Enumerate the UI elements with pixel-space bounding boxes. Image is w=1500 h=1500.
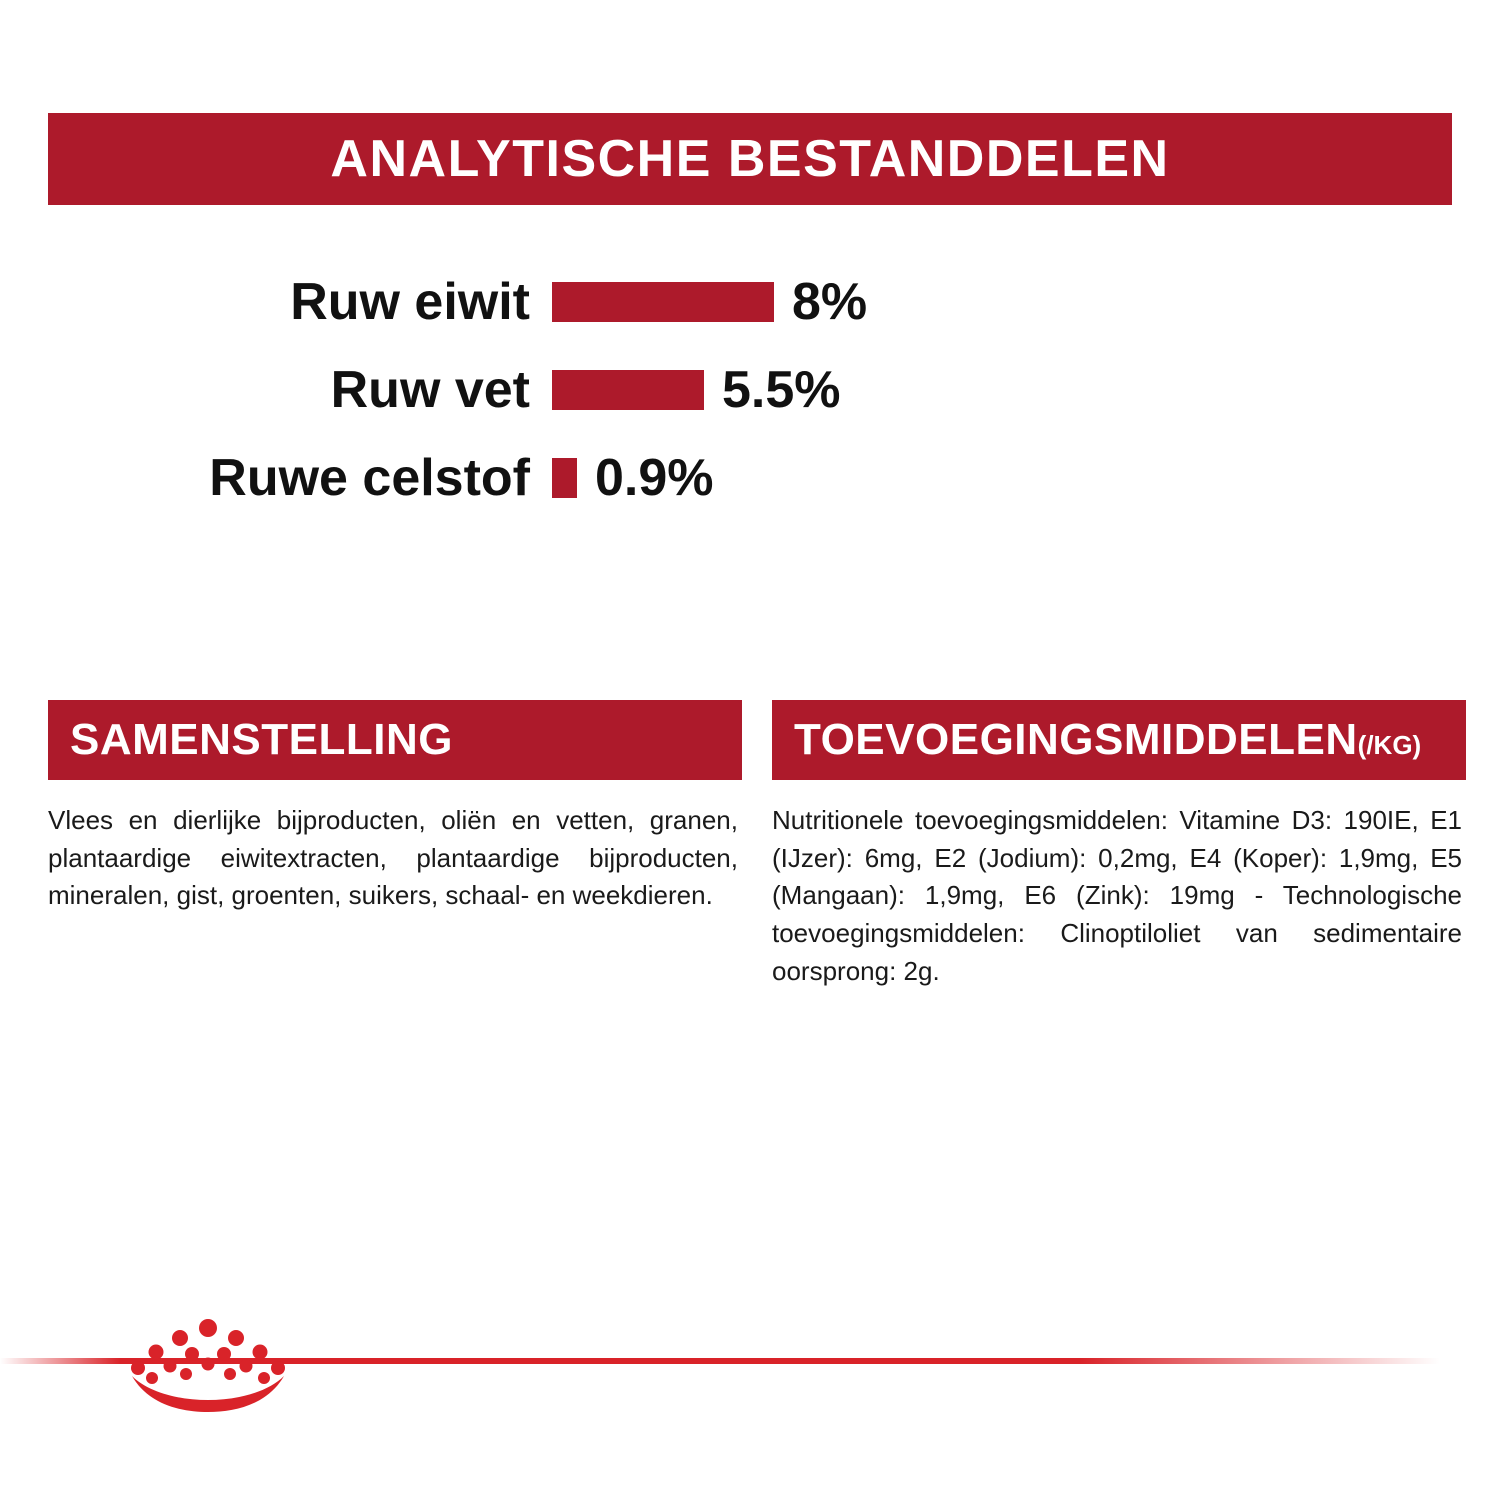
additives-section xyxy=(772,700,1466,990)
nutrient-row xyxy=(60,346,1060,434)
composition-banner xyxy=(48,700,742,780)
additives-title: TOEVOEGINGSMIDDELEN xyxy=(794,715,1358,764)
additives-text: Nutritionele toevoegingsmiddelen: Vitamine D3: 190IE, E1 (IJzer): 6mg, E2 (Jodium): 0,2mg, E4 (Koper): 1,9mg, E5 (Mangaan): 1,9mg, E6 (Zink): 19mg - Technologische toevoegingsmiddelen: Clinoptiloliet van sedimentaire oorsprong: 2g. xyxy=(772,805,1462,986)
composition-title: SAMENSTELLING xyxy=(70,715,453,764)
additives-unit: (/KG) xyxy=(1357,730,1422,760)
additives-banner xyxy=(772,700,1466,780)
nutrient-label: Ruw vet xyxy=(330,361,530,419)
nutrient-row xyxy=(60,258,1060,346)
nutrient-bar xyxy=(552,370,704,410)
nutrient-bar xyxy=(552,458,577,498)
nutrient-value: 8% xyxy=(792,273,868,331)
composition-section xyxy=(48,700,742,915)
royal-canin-crown-logo-icon xyxy=(118,1318,298,1414)
additives-title-wrap xyxy=(794,715,1422,764)
nutrient-label: Ruwe celstof xyxy=(209,449,530,507)
analytical-constituents-chart xyxy=(60,258,1060,522)
analytical-constituents-banner xyxy=(48,113,1452,205)
nutrient-row xyxy=(60,434,1060,522)
nutrient-value: 0.9% xyxy=(595,449,714,507)
nutrient-value: 5.5% xyxy=(722,361,841,419)
composition-text: Vlees en dierlijke bijproducten, oliën en vetten, granen, plantaardige eiwitextracten, plantaardige bijproducten, mineralen, gist, groenten, suikers, schaal- en weekdieren. xyxy=(48,805,738,911)
analytical-constituents-title: ANALYTISCHE BESTANDDELEN xyxy=(330,130,1170,188)
nutrient-label: Ruw eiwit xyxy=(290,273,530,331)
nutrient-bar xyxy=(552,282,774,322)
